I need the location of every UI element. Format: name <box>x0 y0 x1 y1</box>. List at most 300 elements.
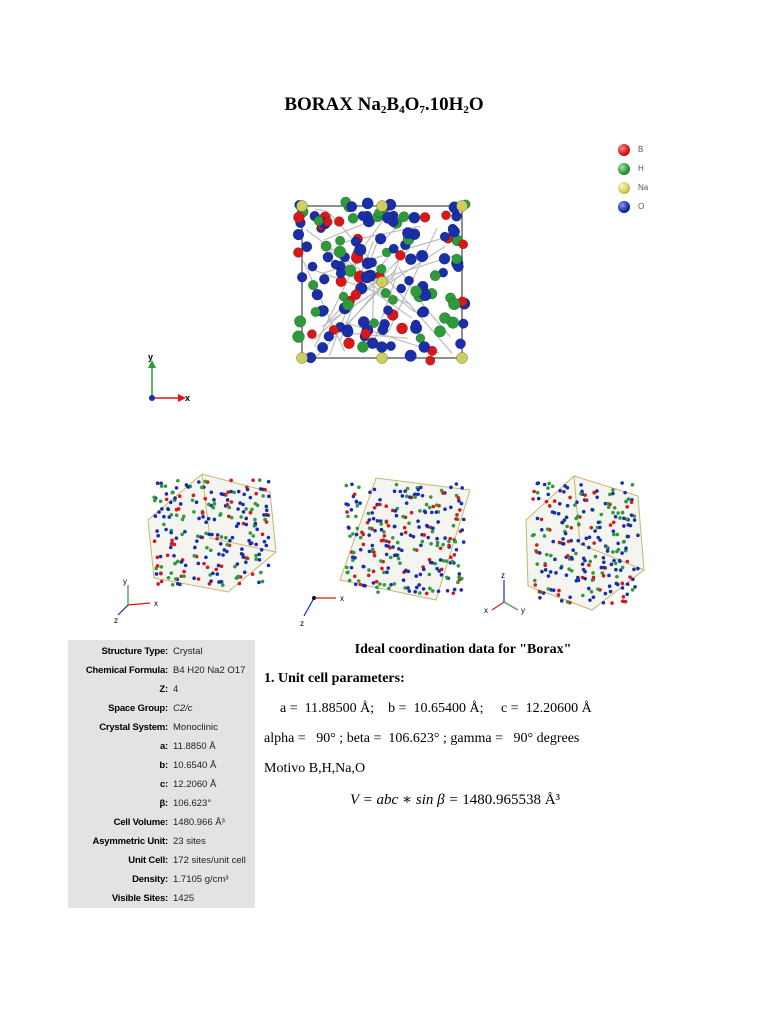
atom <box>197 562 201 566</box>
atom <box>368 518 372 522</box>
atom <box>536 491 540 495</box>
atom <box>170 513 174 517</box>
atom <box>549 554 553 558</box>
atom <box>452 524 456 528</box>
atom <box>171 491 175 495</box>
atom <box>375 233 386 244</box>
atom <box>359 583 363 587</box>
atom <box>407 570 411 574</box>
atom <box>612 529 616 533</box>
atom <box>200 486 204 490</box>
atom <box>546 493 550 497</box>
atom <box>209 579 213 583</box>
atom <box>396 541 400 545</box>
atom <box>345 510 349 514</box>
volume-formula: V = abc ∗ sin β = 1480.965538 Å³ <box>350 792 561 808</box>
atom <box>587 546 591 550</box>
crystal-perspective-view-1 <box>110 460 285 628</box>
svg-text:x: x <box>340 594 344 603</box>
atom <box>210 533 214 537</box>
atom <box>388 295 397 304</box>
atom <box>537 497 541 501</box>
atom <box>350 508 354 512</box>
atom <box>205 546 209 550</box>
atom <box>157 510 161 514</box>
atom <box>209 548 213 552</box>
atom <box>453 553 457 557</box>
atom <box>418 591 422 595</box>
atom <box>604 592 608 596</box>
atom <box>598 538 602 542</box>
atom <box>242 510 246 514</box>
atom <box>577 578 581 582</box>
atom <box>204 480 208 484</box>
atom <box>633 518 637 522</box>
atom <box>413 495 417 499</box>
atom <box>440 232 449 241</box>
view1-axes <box>114 577 158 625</box>
atom <box>449 226 460 237</box>
atom <box>263 540 267 544</box>
atom <box>540 570 544 574</box>
atom <box>582 568 586 572</box>
atom <box>375 580 379 584</box>
atom <box>389 583 393 587</box>
atom <box>254 522 258 526</box>
atom <box>395 553 399 557</box>
atom <box>546 486 550 490</box>
atom <box>346 515 350 519</box>
atom <box>314 216 324 226</box>
crystal-perspective-view-3 <box>482 460 652 628</box>
atom <box>179 502 183 506</box>
atom <box>573 503 577 507</box>
atom <box>587 587 591 591</box>
atom <box>389 556 393 560</box>
atom <box>419 543 423 547</box>
atom <box>409 212 420 223</box>
atom <box>566 486 570 490</box>
atom <box>440 573 444 577</box>
atom <box>357 485 361 489</box>
atom <box>431 505 435 509</box>
atom <box>443 507 447 511</box>
atom <box>457 201 468 212</box>
crystal-structure-main-view <box>110 128 660 440</box>
atom <box>259 487 263 491</box>
atom <box>195 539 199 543</box>
crystal-perspective-view-2 <box>298 460 478 628</box>
atom <box>387 524 391 528</box>
atom <box>618 559 622 563</box>
atom <box>460 528 464 532</box>
atom <box>552 588 556 592</box>
atom <box>164 484 168 488</box>
atom <box>348 534 352 538</box>
atom <box>156 534 160 538</box>
atom <box>581 542 585 546</box>
atom <box>397 547 401 551</box>
atom <box>579 492 583 496</box>
atom <box>259 571 263 575</box>
atom <box>293 331 305 343</box>
atom <box>419 341 430 352</box>
atom <box>196 534 200 538</box>
atom <box>566 600 570 604</box>
atom <box>585 498 589 502</box>
atom <box>535 550 539 554</box>
atom <box>244 517 248 521</box>
atom <box>455 339 465 349</box>
atom <box>583 577 587 581</box>
atom <box>231 536 235 540</box>
atom <box>376 519 380 523</box>
atom <box>388 546 392 550</box>
atom <box>569 539 573 543</box>
atom <box>459 319 469 329</box>
atom <box>462 540 466 544</box>
atom <box>368 526 372 530</box>
atom <box>624 600 628 604</box>
atom <box>558 541 562 545</box>
atom <box>441 491 445 495</box>
atom <box>206 566 210 570</box>
atom <box>249 496 253 500</box>
atom <box>176 479 180 483</box>
prop-space-group: Space Group: C2/c <box>108 703 193 714</box>
atom <box>393 582 397 586</box>
atom <box>240 547 244 551</box>
atom <box>261 580 265 584</box>
atom <box>416 492 420 496</box>
atom <box>405 254 416 265</box>
atom <box>404 531 408 535</box>
atom <box>455 513 459 517</box>
atom <box>455 548 459 552</box>
atom <box>622 517 626 521</box>
atom <box>308 262 317 271</box>
atom <box>449 556 453 560</box>
legend-item-na: Na <box>618 178 648 197</box>
atom <box>615 533 619 537</box>
atom <box>297 272 307 282</box>
atom <box>449 506 453 510</box>
atom <box>610 563 614 567</box>
atom <box>162 515 166 519</box>
atom <box>184 564 188 568</box>
atom <box>237 522 241 526</box>
atom <box>347 526 351 530</box>
atom <box>592 541 596 545</box>
atom <box>246 488 250 492</box>
atom <box>429 561 433 565</box>
atom <box>226 503 230 507</box>
atom <box>396 323 407 334</box>
atom <box>613 506 617 510</box>
atom <box>373 506 377 510</box>
atom <box>307 330 316 339</box>
atom <box>255 528 259 532</box>
svg-text:z: z <box>501 571 505 580</box>
atom <box>197 517 201 521</box>
atom <box>426 356 435 365</box>
atom <box>590 590 594 594</box>
atom <box>602 566 606 570</box>
atom <box>265 513 269 517</box>
atom <box>377 277 388 288</box>
atom <box>164 528 168 532</box>
atom <box>547 587 551 591</box>
atom <box>221 553 225 557</box>
atom <box>453 588 457 592</box>
atom <box>263 488 267 492</box>
atom <box>175 536 179 540</box>
atom <box>405 350 417 362</box>
atom <box>595 496 599 500</box>
atom <box>186 485 190 489</box>
atom <box>610 601 614 605</box>
atom <box>379 522 383 526</box>
atom <box>230 500 234 504</box>
atom <box>345 566 349 570</box>
atom <box>250 508 254 512</box>
legend-item-b: B <box>618 140 648 159</box>
svg-text:z: z <box>114 616 118 625</box>
atom <box>321 241 331 251</box>
atom <box>377 201 388 212</box>
atom <box>170 539 174 543</box>
atom <box>254 543 258 547</box>
atom <box>632 568 636 572</box>
atom <box>373 488 377 492</box>
atom <box>437 589 441 593</box>
atom <box>546 527 550 531</box>
atom <box>592 576 596 580</box>
atom <box>261 532 265 536</box>
atom <box>165 492 169 496</box>
atom <box>351 555 355 559</box>
atom <box>405 494 409 498</box>
atom <box>159 571 163 575</box>
atom <box>612 533 616 537</box>
atom <box>540 528 544 532</box>
atom <box>588 560 592 564</box>
atom <box>247 539 251 543</box>
atom <box>353 575 357 579</box>
svg-text:x: x <box>154 599 158 608</box>
atom <box>414 574 418 578</box>
atom <box>323 217 332 226</box>
atom <box>173 562 177 566</box>
atom <box>166 554 170 558</box>
atom <box>431 530 435 534</box>
atom <box>153 499 157 503</box>
atom <box>422 568 426 572</box>
atom <box>370 511 374 515</box>
atom <box>590 508 594 512</box>
atom <box>391 536 395 540</box>
unit-cell-heading: 1. Unit cell parameters: <box>264 671 405 686</box>
atom <box>258 558 262 562</box>
atom <box>560 599 564 603</box>
atom <box>356 504 360 508</box>
atom <box>207 517 211 521</box>
atom <box>399 211 409 221</box>
atom <box>348 579 352 583</box>
atom <box>169 501 173 505</box>
atom <box>448 537 452 541</box>
atom <box>627 523 631 527</box>
atom <box>245 556 249 560</box>
atom <box>538 590 542 594</box>
atom <box>173 543 177 547</box>
atom <box>576 539 580 543</box>
atom <box>568 496 572 500</box>
atom <box>192 576 196 580</box>
prop-visible-sites: Visible Sites: 1425 <box>111 893 195 904</box>
atom <box>581 562 585 566</box>
atom <box>237 490 241 494</box>
atom <box>258 478 262 482</box>
atom <box>383 534 387 538</box>
view3-axes <box>484 571 525 615</box>
atom <box>251 572 255 576</box>
atom <box>175 513 179 517</box>
atom <box>626 560 630 564</box>
atom <box>624 500 628 504</box>
atom <box>294 316 306 328</box>
atom <box>245 523 249 527</box>
atom <box>538 596 542 600</box>
atom <box>253 518 257 522</box>
atom <box>372 517 376 521</box>
atom <box>251 534 255 538</box>
atom <box>267 480 271 484</box>
atom <box>609 590 613 594</box>
atom <box>532 490 536 494</box>
atom <box>543 483 547 487</box>
atom <box>410 511 414 515</box>
atom <box>608 584 612 588</box>
atom <box>591 571 595 575</box>
atom <box>377 264 387 274</box>
atom <box>402 578 406 582</box>
atom <box>422 587 426 591</box>
atom <box>625 505 629 509</box>
atom <box>156 582 160 586</box>
atom <box>431 526 435 530</box>
atom <box>254 554 258 558</box>
atom <box>197 480 201 484</box>
atom <box>535 562 539 566</box>
atom <box>389 244 398 253</box>
atom <box>419 486 423 490</box>
atom <box>236 507 240 511</box>
atom <box>180 560 184 564</box>
atom <box>172 554 176 558</box>
atom <box>625 593 629 597</box>
atom <box>543 534 547 538</box>
atom <box>413 590 417 594</box>
atom <box>393 525 397 529</box>
atom <box>354 244 366 256</box>
atom <box>155 572 159 576</box>
atom <box>622 540 626 544</box>
atom <box>454 540 458 544</box>
atom <box>460 486 464 490</box>
atom <box>193 554 197 558</box>
atom <box>561 537 565 541</box>
atom <box>385 553 389 557</box>
atom <box>225 543 229 547</box>
atom <box>355 527 359 531</box>
atom <box>346 570 350 574</box>
atom <box>415 586 419 590</box>
atom <box>630 513 634 517</box>
atom <box>531 534 535 538</box>
atom <box>373 554 377 558</box>
atom <box>372 570 376 574</box>
atom <box>351 290 361 300</box>
atom <box>354 583 358 587</box>
atom <box>565 525 569 529</box>
prop-chemical-formula: Chemical Formula: B4 H20 Na2 O17 <box>85 665 246 676</box>
atom <box>593 491 597 495</box>
atom <box>260 548 264 552</box>
atom <box>420 212 430 222</box>
atom <box>399 490 403 494</box>
atom <box>558 502 562 506</box>
atom <box>155 529 159 533</box>
atom <box>439 558 443 562</box>
atom <box>559 566 563 570</box>
atom <box>421 540 425 544</box>
atom <box>582 510 586 514</box>
atom <box>256 504 260 508</box>
atom <box>199 535 203 539</box>
atom <box>360 531 364 535</box>
atom <box>182 570 186 574</box>
atom <box>218 513 222 517</box>
atom <box>433 562 437 566</box>
atom <box>606 549 610 553</box>
atom <box>570 556 574 560</box>
atom <box>435 537 439 541</box>
atom <box>386 566 390 570</box>
atom <box>553 558 557 562</box>
atom <box>169 546 173 550</box>
atom <box>429 495 433 499</box>
atom <box>319 274 329 284</box>
atom <box>344 502 348 506</box>
atom <box>441 543 445 547</box>
atom <box>460 502 464 506</box>
atom <box>156 481 160 485</box>
atom <box>342 326 353 337</box>
atom <box>335 236 344 245</box>
atom <box>224 536 228 540</box>
atom <box>293 248 303 258</box>
atom <box>621 566 625 570</box>
atom <box>616 542 620 546</box>
prop-density: Density: 1.7105 g/cm³ <box>132 874 229 885</box>
atom <box>547 574 551 578</box>
atom <box>567 567 571 571</box>
atom <box>312 289 323 300</box>
atom <box>214 568 218 572</box>
atom <box>612 520 616 524</box>
atom <box>217 552 221 556</box>
